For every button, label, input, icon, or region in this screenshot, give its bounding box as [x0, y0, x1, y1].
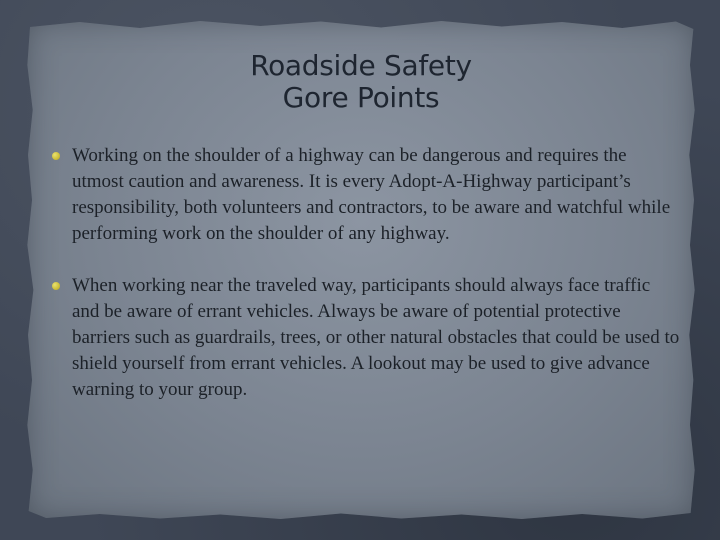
bullet-dot-icon: [52, 152, 60, 160]
bullet-item: [50, 143, 680, 247]
title-line-2: Gore Points: [282, 81, 440, 114]
bullet-item: [50, 273, 680, 403]
bullet-dot-icon: [52, 282, 60, 290]
slide-content: [50, 143, 680, 403]
bullet-text: Working on the shoulder of a highway can be dangerous and requires the utmost caution and awareness. It is every Adopt-A-Highway participant’s responsibility, both volunteers and contractors, to be aware and watchful while performing work on the shoulder of any highway.: [72, 145, 671, 244]
bullet-text: When working near the traveled way, participants should always face traffic and be aware of errant vehicles. Always be aware of potential protective barriers such as guardrails, trees, or other natural obstacles that could be used to shield yourself from errant vehicles. A lookout may be used to give advance warning to your group.: [72, 275, 680, 400]
title-line-1: Roadside Safety: [250, 49, 472, 82]
slide-title: [26, 50, 696, 114]
